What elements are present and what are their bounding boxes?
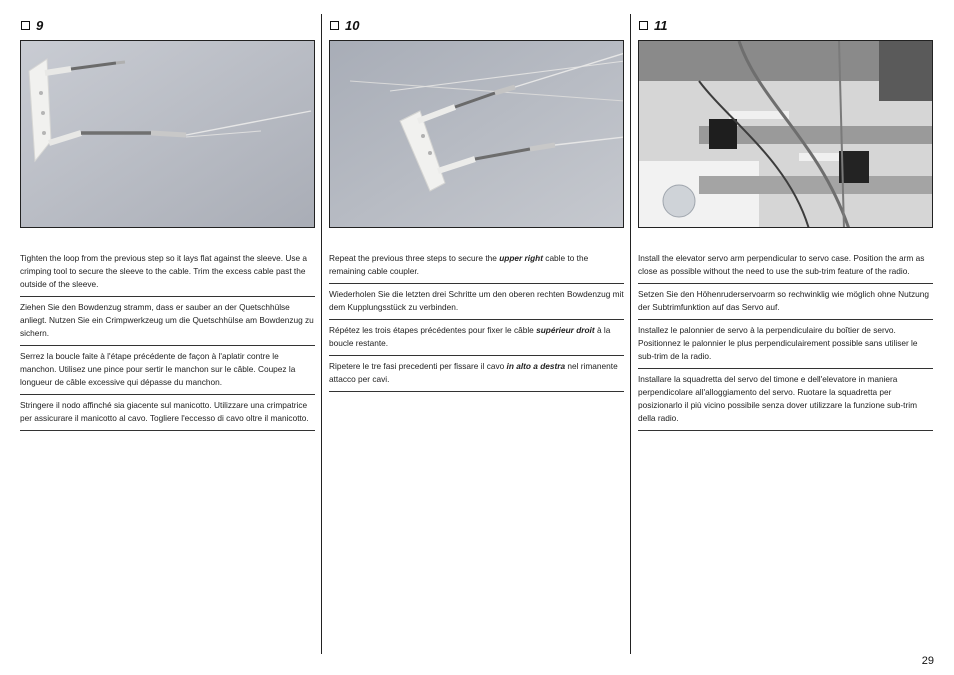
text-block-de: Setzen Sie den Höhenruderservoarm so rechwinklig wie möglich ohne Nutzung der Subtrimfunktion auf das Servo auf. [638, 284, 933, 320]
text-block-fr: Répétez les trois étapes précédentes pour fixer le câble supérieur droit à la boucle restante. [329, 320, 624, 356]
text-block-de: Wiederholen Sie die letzten drei Schritte um den oberen rechten Bowdenzug mit dem Kupplungsstück zu verbinden. [329, 284, 624, 320]
step-11-photo [638, 40, 933, 228]
step-9-column [20, 14, 315, 431]
checkbox-icon[interactable] [21, 21, 30, 30]
text-block-de: Ziehen Sie den Bowdenzug stramm, dass er sauber an der Quetschhülse anliegt. Nutzen Sie ein Crimpwerkzeug um die Quetschhülse am Bowdenzug zu sichern. [20, 297, 315, 346]
text-block-en: Install the elevator servo arm perpendicular to servo case. Position the arm as close as possible without the need to use the sub-trim feature of the radio. [638, 248, 933, 284]
column-divider [630, 14, 631, 654]
text-block-en: Repeat the previous three steps to secure the upper right cable to the remaining cable coupler. [329, 248, 624, 284]
keyword: in alto a destra [506, 361, 566, 371]
text-block-fr: Installez le palonnier de servo à la perpendiculaire du boîtier de servo. Positionnez le palonnier le plus perpendiculairement possible sans utiliser le sub-trim de la radio. [638, 320, 933, 369]
text-block-it: Installare la squadretta del servo del timone e dell'elevatore in maniera perpendicolare all'alloggiamento del servo. Ruotare la squadretta per posizionarlo il più vicino possibile senza dover utilizzare la funzione sub-trim della radio. [638, 369, 933, 431]
step-number: 11 [654, 17, 668, 33]
step-9-photo [20, 40, 315, 228]
step-10-column [329, 14, 624, 392]
column-divider [321, 14, 322, 654]
checkbox-icon[interactable] [330, 21, 339, 30]
step-11-column [638, 14, 933, 431]
page-number: 29 [921, 655, 934, 667]
step-number: 9 [36, 17, 44, 33]
step-number: 10 [345, 17, 360, 33]
keyword: upper right [499, 253, 543, 263]
keyword: supérieur droit [536, 325, 595, 335]
step-10-photo [329, 40, 624, 228]
step-10-header [329, 14, 624, 36]
checkbox-icon[interactable] [639, 21, 648, 30]
text-block-it: Stringere il nodo affinché sia giacente sul manicotto. Utilizzare una crimpatrice per assicurare il manicotto al cavo. Togliere l'eccesso di cavo oltre il manicotto. [20, 395, 315, 431]
step-9-header [20, 14, 315, 36]
text-block-fr: Serrez la boucle faite à l'étape précédente de façon à l'aplatir contre le manchon. Utilisez une pince pour sertir le manchon sur le câble. Coupez la longueur de câble excessive qui dépasse du manchon. [20, 346, 315, 395]
text-block-it: Ripetere le tre fasi precedenti per fissare il cavo in alto a destra nel rimanente attacco per cavi. [329, 356, 624, 392]
step-11-header [638, 14, 933, 36]
text-block-en: Tighten the loop from the previous step so it lays flat against the sleeve. Use a crimping tool to secure the sleeve to the cable. Trim the excess cable past the outside of the sleeve. [20, 248, 315, 297]
